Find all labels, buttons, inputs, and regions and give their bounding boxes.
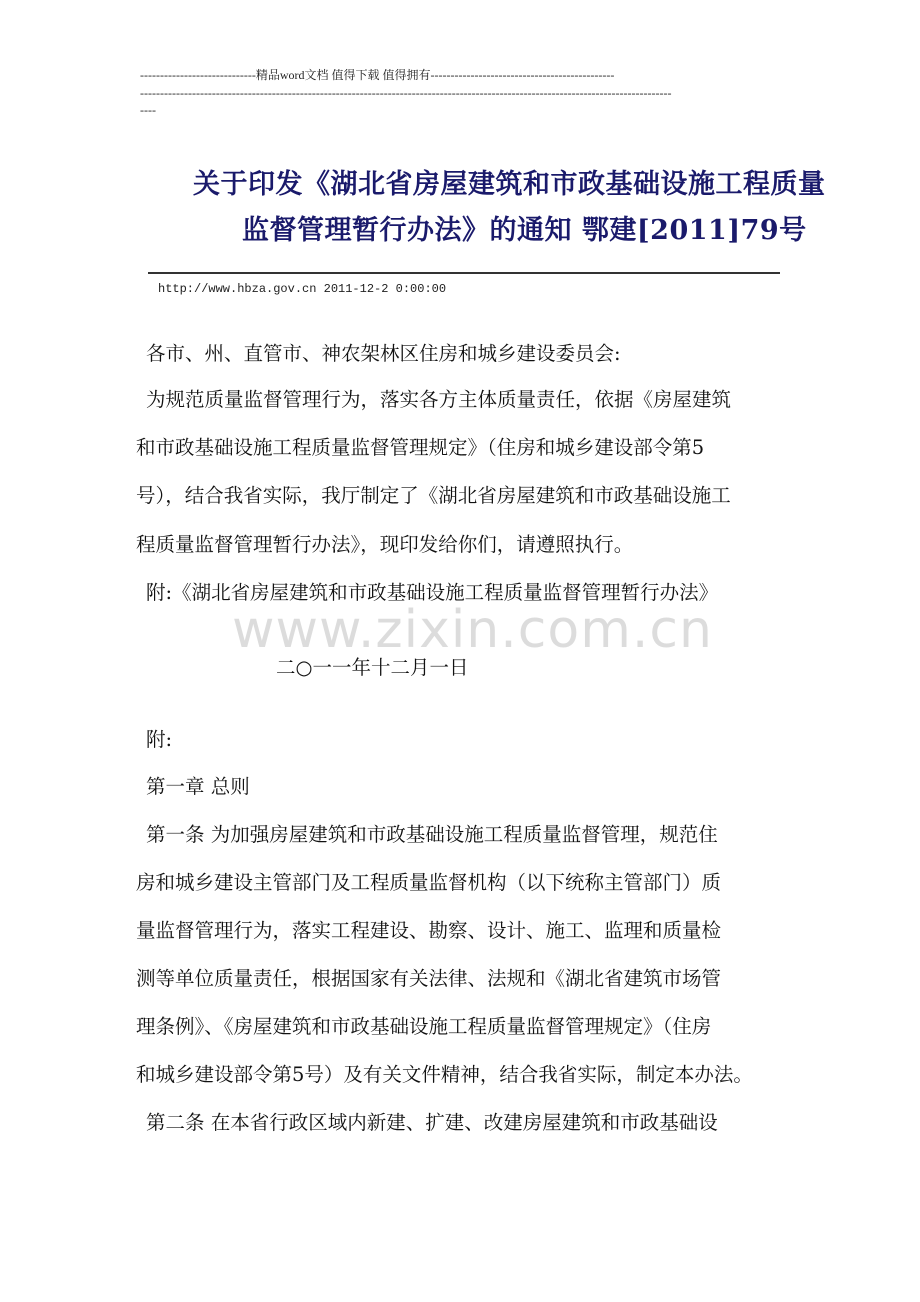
paragraph-1-line-4: 程质量监督管理暂行办法》，现印发给你们，请遵照执行。 — [136, 533, 634, 556]
issue-date: 二○一一年十二月一日 — [276, 656, 469, 679]
greeting: 各市、州、直管市、神农架林区住房和城乡建设委员会: — [146, 342, 621, 365]
chapter-heading: 第一章 总则 — [146, 775, 250, 798]
header-dash-line: ------------------------------------------------------------------------------------------------------------------------------------- — [140, 86, 672, 100]
paragraph-1-line-2: 和市政基础设施工程质量监督管理规定》（住房和城乡建设部令第5 — [136, 436, 705, 459]
document-title-line-2: 监督管理暂行办法》的通知 鄂建[2011]79号 — [242, 215, 807, 246]
article-1-line-5: 理条例》、《房屋建筑和市政基础设施工程质量监督管理规定》（住房 — [136, 1015, 712, 1038]
attachment-line: 附:《湖北省房屋建筑和市政基础设施工程质量监督管理暂行办法》 — [146, 581, 719, 604]
paragraph-1-line-3: 号），结合我省实际，我厅制定了《湖北省房屋建筑和市政基础设施工 — [136, 484, 731, 507]
attachment-label: 附: — [146, 728, 173, 751]
source-url-timestamp: http://www.hbza.gov.cn 2011-12-2 0:00:00 — [158, 282, 447, 296]
article-1-line-1: 第一条 为加强房屋建筑和市政基础设施工程质量监督管理，规范住 — [146, 823, 718, 846]
paragraph-1-line-1: 为规范质量监督管理行为，落实各方主体质量责任，依据《房屋建筑 — [146, 388, 732, 411]
article-1-line-3: 量监督管理行为，落实工程建设、勘察、设计、施工、监理和质量检 — [136, 919, 722, 942]
article-1-line-4: 测等单位质量责任，根据国家有关法律、法规和《湖北省建筑市场管 — [136, 967, 722, 990]
article-1-line-6: 和城乡建设部令第5号）及有关文件精神，结合我省实际，制定本办法。 — [136, 1063, 753, 1086]
document-title-line-1: 关于印发《湖北省房屋建筑和市政基础设施工程质量 — [193, 169, 826, 200]
header-banner: -----------------------------精品word文档 值得下载 值得拥有---------------------------------------------- — [140, 68, 615, 82]
title-divider — [148, 272, 780, 274]
article-2-line-1: 第二条 在本省行政区域内新建、扩建、改建房屋建筑和市政基础设 — [146, 1111, 718, 1134]
article-1-line-2: 房和城乡建设主管部门及工程质量监督机构（以下统称主管部门）质 — [136, 871, 722, 894]
watermark: www.zixin.com.cn — [232, 600, 713, 660]
header-dash-tail: ---- — [140, 103, 156, 117]
